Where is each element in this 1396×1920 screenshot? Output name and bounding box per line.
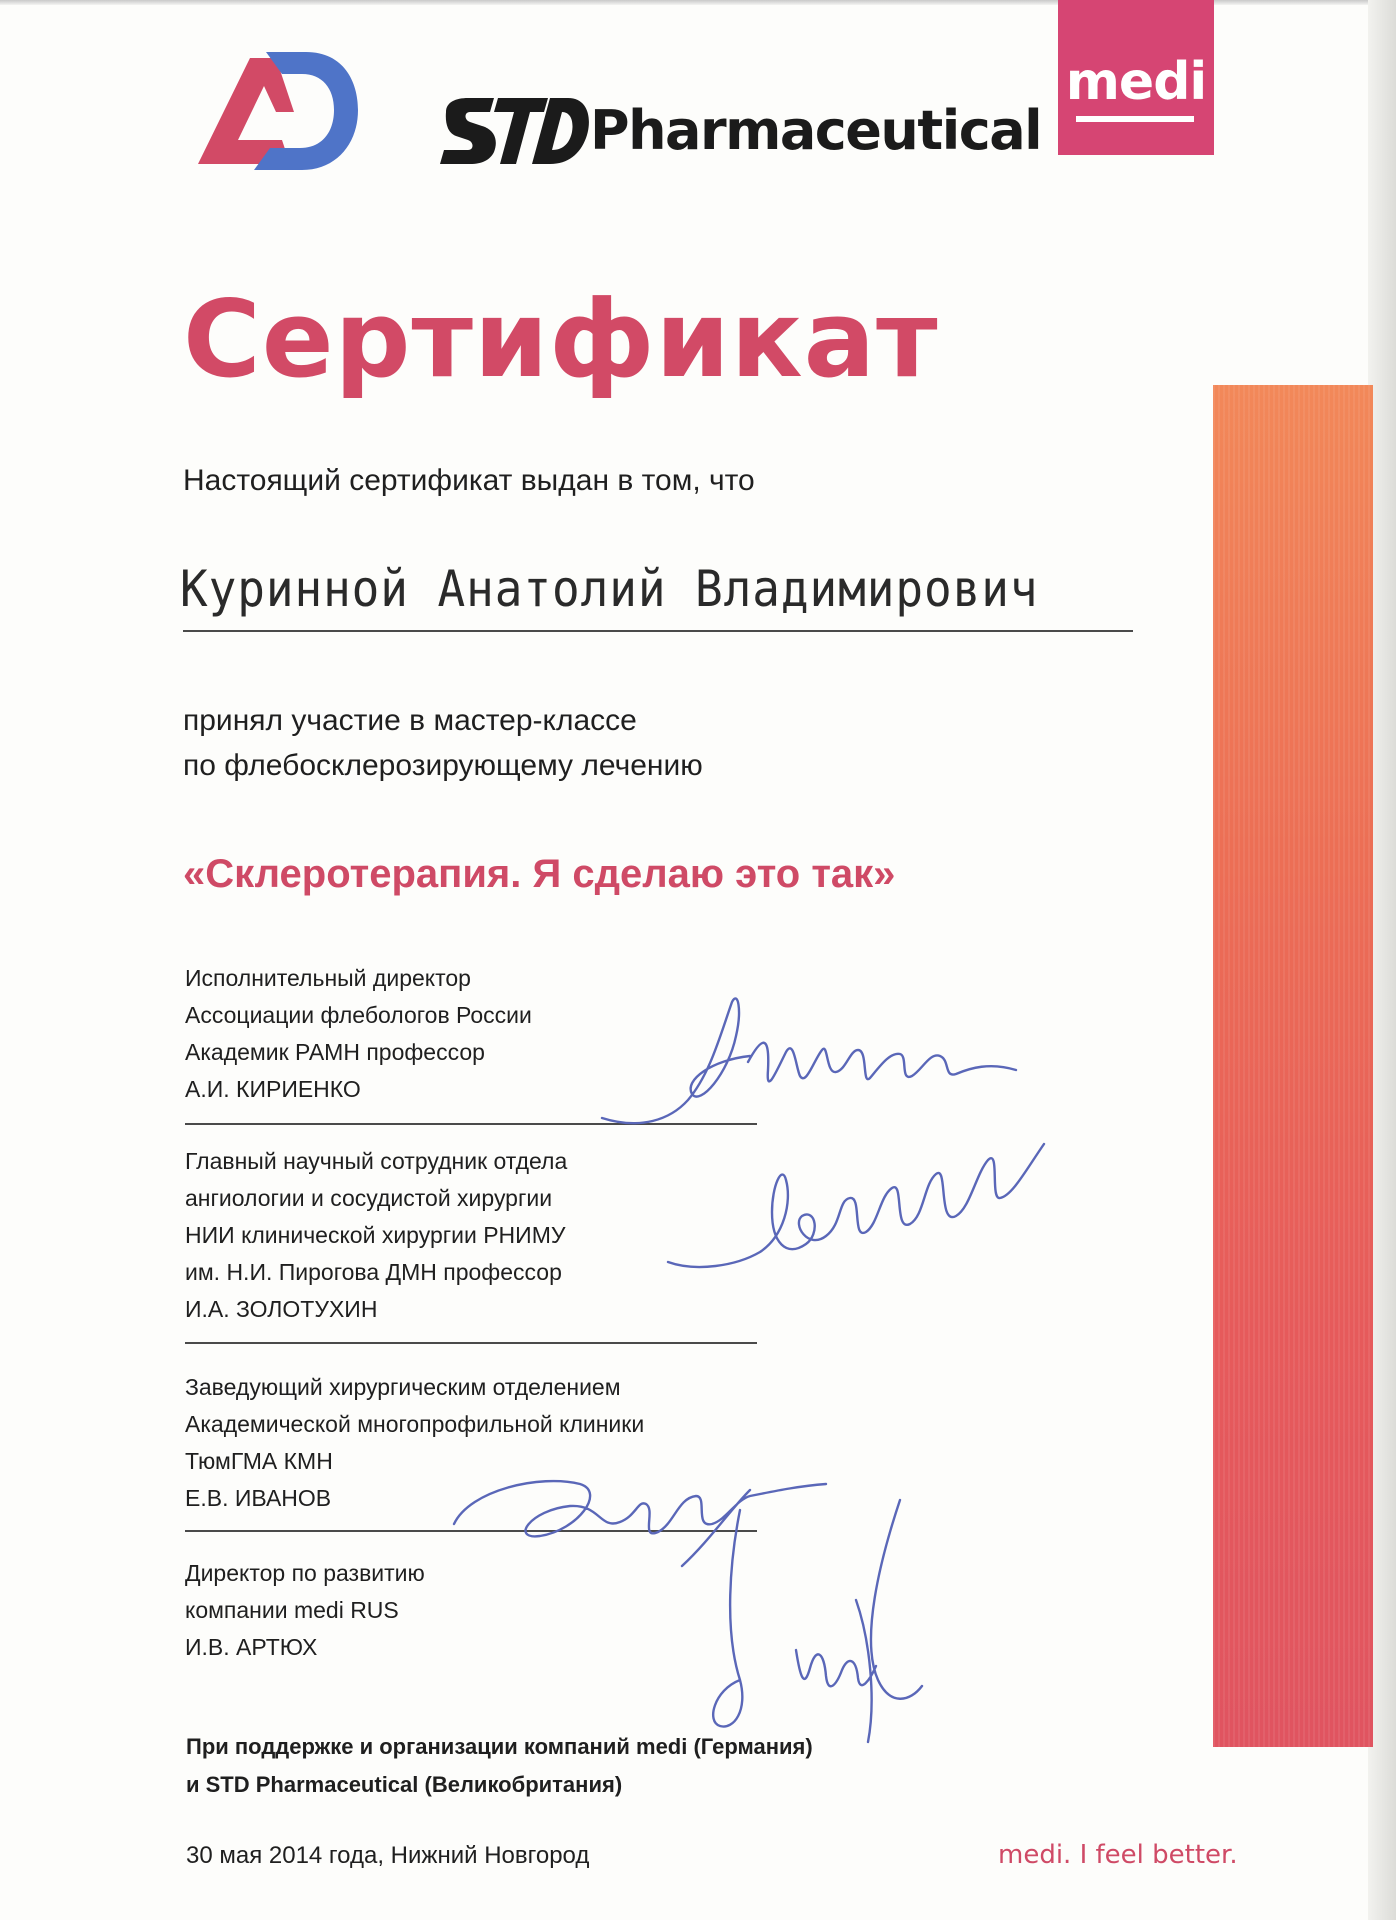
signatory-1-line-2: Ассоциации флебологов России	[185, 1002, 532, 1028]
signatory-3-line-3: ТюмГМА КМН	[185, 1448, 333, 1474]
signature-line-2	[185, 1342, 757, 1344]
medi-logo-text: medi	[1065, 52, 1207, 112]
signatory-2-line-2: ангиологии и сосудистой хирургии	[185, 1185, 553, 1211]
support-line-2: и STD Pharmaceutical (Великобритания)	[186, 1772, 623, 1797]
signatory-block-1	[185, 960, 532, 1108]
std-wordmark: Pharmaceutical	[590, 99, 1042, 162]
signature-kirienko-icon	[600, 990, 1020, 1140]
signatory-1-line-3: Академик РАМН профессор	[185, 1039, 485, 1065]
support-line-1: При поддержке и организации компаний medi (Германия)	[186, 1734, 813, 1759]
signature-zolotukhin-icon	[666, 1140, 1046, 1280]
signatory-2-line-3: НИИ клинической хирургии РНИМУ	[185, 1222, 566, 1248]
signature-artyukh-icon	[700, 1480, 980, 1760]
participation-line-2: по флебосклерозирующему лечению	[183, 749, 703, 782]
signatory-3-line-1: Заведующий хирургическим отделением	[185, 1374, 621, 1400]
std-mark-icon	[440, 98, 590, 164]
signatory-1-line-1: Исполнительный директор	[185, 965, 471, 991]
course-title: «Склеротерапия. Я сделаю это так»	[183, 852, 896, 896]
medi-logo-underline	[1076, 116, 1194, 122]
signatory-3-line-2: Академической многопрофильной клиники	[185, 1411, 645, 1437]
signatory-block-4	[185, 1555, 425, 1666]
date-and-place: 30 мая 2014 года, Нижний Новгород	[186, 1842, 590, 1869]
signatory-4-line-1: Директор по развитию	[185, 1560, 425, 1586]
association-phlebologists-logo	[198, 52, 358, 170]
signatory-2-line-4: им. Н.И. Пирогова ДМН профессор	[185, 1259, 562, 1285]
participation-line-1: принял участие в мастер-классе	[183, 704, 637, 737]
signatory-2-line-1: Главный научный сотрудник отдела	[185, 1148, 568, 1174]
recipient-underline	[183, 630, 1133, 632]
certificate-intro: Настоящий сертификат выдан в том, что	[183, 464, 755, 497]
decorative-gradient-bar	[1213, 385, 1373, 1747]
signatory-2-name: И.А. ЗОЛОТУХИН	[185, 1296, 378, 1322]
signatory-1-name: А.И. КИРИЕНКО	[185, 1076, 361, 1102]
signatory-4-line-2: компании medi RUS	[185, 1597, 399, 1623]
signatory-block-2	[185, 1143, 567, 1328]
certificate-title: Сертификат	[183, 278, 939, 401]
std-logo	[440, 98, 1042, 170]
medi-logo	[1058, 0, 1214, 155]
medi-slogan: medi. I feel better.	[998, 1840, 1238, 1870]
recipient-name: Куринной Анатолий Владимирович	[180, 560, 1039, 618]
participation-text	[183, 698, 703, 788]
signatory-4-name: И.В. АРТЮХ	[185, 1634, 318, 1660]
support-text	[186, 1728, 813, 1804]
signatory-3-name: Е.В. ИВАНОВ	[185, 1485, 332, 1511]
